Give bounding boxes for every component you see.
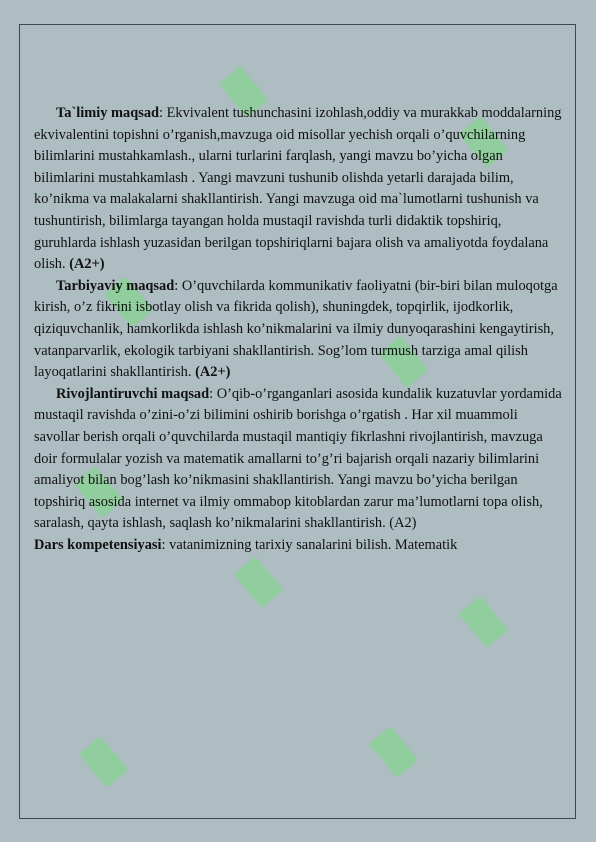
paragraph-developmental-goal [34,384,564,535]
paragraph-lesson-competence [34,535,564,557]
paragraph-educational-goal [34,103,564,276]
paragraph-text: : vatanimizning tarixiy sanalarini bilish. Matematik [161,536,458,553]
paragraph-text: : Ekvivalent tushunchasini izohlash,oddiy va murakkab moddalarning ekvivalentini topishni o’rganish,mavzuga oid misollar yechish orqali o’quvchilarning bilimlarini mustahkamlash., ularni turlarini farqlash, yangi mavzu bo’yicha olgan bilimlarini mustahkamlash . Yangi mavzuni tushunib olishda yetarli darajada bilim, ko’nikma va malakalarni shakllantirish. Yangi mavzuga oid ma`lumotlarni tushunish va tushuntirish, bilimlarga tayangan holda mustaqil ravishda turli didaktik topshiriq, guruhlarda ishlash yuzasidan berilgan topshiriqlarni bajara olish va amaliyotda foydalana olish. [34,105,562,273]
paragraph-text: : O’quvchilarda kommunikativ faoliyatni (bir-biri bilan muloqotga kirish, o’z fikrini isbotlay olish va fikrida qolish), shuningdek, topqirlik, ijodkorlik, qiziquvchanlik, hamkorlikda ishlash ko’nikmalarini va ilmiy dunyoqarashini kengaytirish, vatanparvarlik, ekologik tarbiyani shakllantirish. Sog’lom turmush tarziga amal qilish layoqatlarini shakllantirish. [34,277,558,381]
paragraph-label: Ta`limiy maqsad [56,105,160,121]
document-body [34,103,564,556]
paragraph-label: Tarbiyaviy maqsad [56,277,175,294]
paragraph-label: Dars kompetensiyasi [34,536,162,553]
level-badge: (A2+) [195,364,231,381]
paragraph-label: Rivojlantiruvchi maqsad [56,385,210,402]
level-badge: (A2+) [69,256,105,273]
paragraph-text: : O’qib-o’rganganlari asosida kundalik kuzatuvlar yordamida mustaqil ravishda o’zini-o’zi bilimini oshirib borishga o’rgatish . Har xil muammoli savollar berish orqali o’quvchilarda mustaqil mantiqiy fikrlashni rivojlantirish, mavzuga doir formulalar yozish va matematik amallarni to’g’ri bajarish orqali nazariy bilimlarini amaliyot bilan bog’lash ko’nikmasini shakllantirish. Yangi mavzu bo’yicha berilgan topshiriq asosida internet va ilmiy ommabop kitoblardan zarur ma’lumotlarni topa olish, saralash, qayta ishlash, saqlash ko’nikmalarini shakllantirish. (A2) [34,385,562,532]
paragraph-upbringing-goal [34,276,564,384]
